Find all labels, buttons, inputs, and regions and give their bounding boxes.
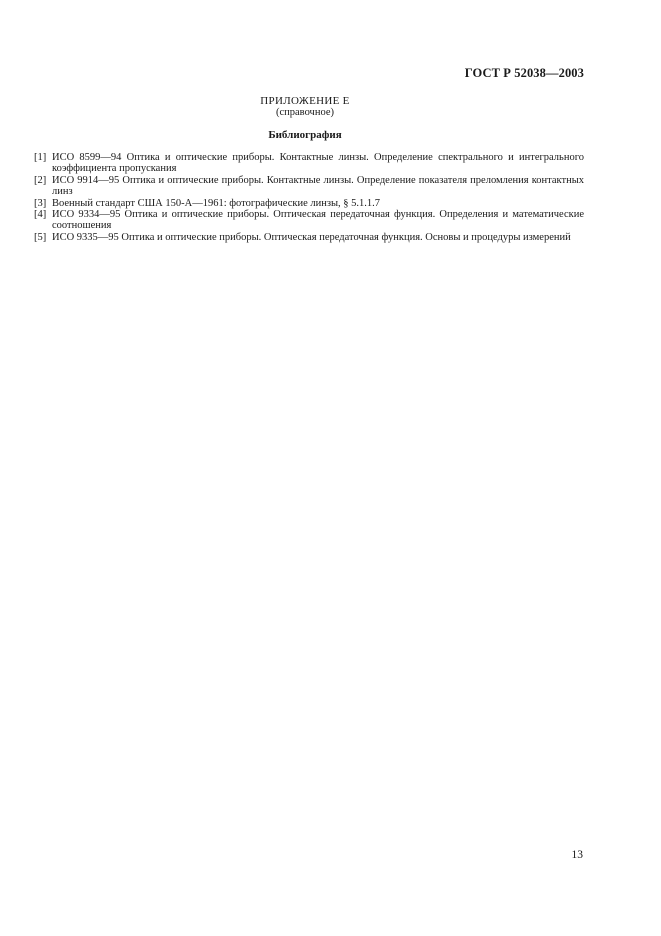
reference-text: ИСО 9914—95 Оптика и оптические приборы. Контактные линзы. Определение показателя преломления контактных линз (52, 174, 584, 198)
reference-number: [4] (34, 209, 47, 221)
reference-item (34, 175, 584, 198)
reference-number: [3] (34, 197, 47, 209)
reference-text: ИСО 9334—95 Оптика и оптические приборы. Оптическая передаточная функция. Определения и математические соотношения (52, 209, 584, 232)
reference-item (34, 198, 584, 209)
reference-number: [2] (34, 174, 47, 186)
reference-item (34, 209, 584, 232)
reference-item (34, 152, 584, 175)
bibliography-list (34, 152, 584, 243)
document-code: ГОСТ Р 52038—2003 (464, 66, 584, 80)
reference-number: [1] (34, 152, 47, 163)
reference-number: [5] (34, 231, 47, 243)
annex-note: (справочное) (276, 107, 334, 118)
reference-item (34, 232, 584, 243)
bibliography-heading: Библиография (268, 129, 342, 141)
reference-text: Военный стандарт США 150-А—1961: фотографические линзы, § 5.1.1.7 (52, 197, 381, 209)
page-number: 13 (571, 849, 583, 861)
reference-text: ИСО 8599—94 Оптика и оптические приборы. Контактные линзы. Определение спектрального и интегрального коэффициента пропускания (52, 152, 584, 175)
reference-text: ИСО 9335—95 Оптика и оптические приборы. Оптическая передаточная функция. Основы и процедуры измерений (52, 231, 571, 243)
annex-header (0, 96, 610, 118)
annex-title: ПРИЛОЖЕНИЕ Е (260, 95, 350, 107)
